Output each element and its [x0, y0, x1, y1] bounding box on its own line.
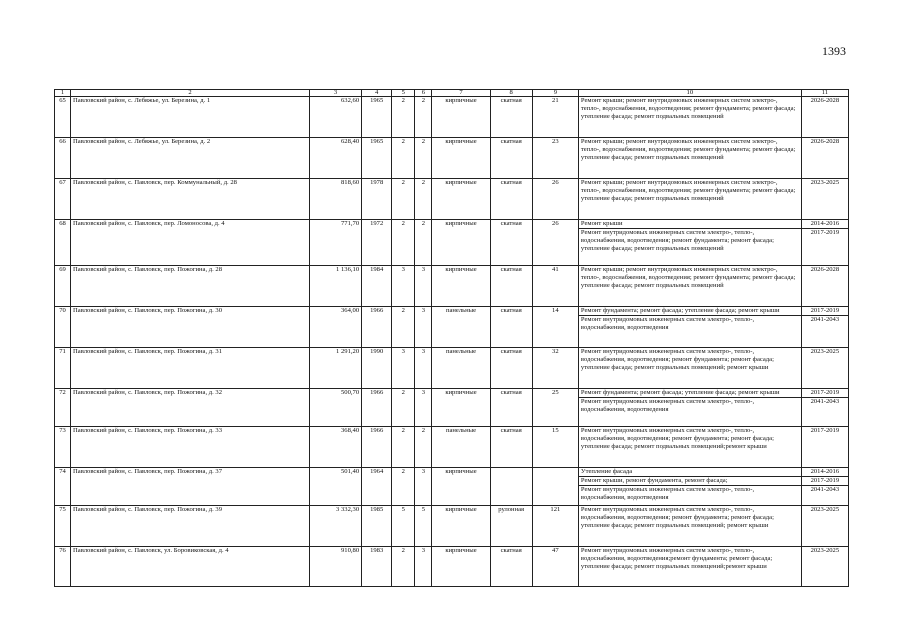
- address-cell: Павловский район, с. Павловск, пер. Пожогина, д. 39: [71, 506, 310, 547]
- year-cell: 1985: [362, 506, 392, 547]
- address-cell: Павловский район, с. Павловск, пер. Коммунальный, д. 28: [71, 179, 310, 220]
- row-number: 65: [55, 97, 71, 138]
- apartments-cell: 26: [532, 179, 578, 220]
- table-row: [55, 307, 849, 348]
- wall-material-cell: кирпичные: [432, 138, 490, 179]
- row-number: 73: [55, 427, 71, 468]
- area-cell: 910,80: [309, 547, 361, 587]
- row-number: 72: [55, 389, 71, 427]
- row-number: 76: [55, 547, 71, 587]
- work-description: Ремонт фундамента; ремонт фасада; утепление фасада; ремонт крыши: [580, 389, 780, 396]
- roof-type-cell: скатная: [490, 307, 532, 348]
- works-cell: [578, 307, 801, 348]
- column-number: 10: [578, 90, 801, 97]
- column-number: 3: [309, 90, 361, 97]
- row-number: 71: [55, 348, 71, 389]
- column-number: 1: [55, 90, 71, 97]
- area-cell: 1 291,20: [309, 348, 361, 389]
- floors-cell: 2: [392, 389, 415, 427]
- housing-repair-table: [54, 89, 849, 587]
- row-number: 75: [55, 506, 71, 547]
- year-cell: 1978: [362, 179, 392, 220]
- work-description: Ремонт внутридомовых инженерных систем электро-, тепло-, водоснабжения, водоотведения; ремонт фундамента; ремонт фасада; утепление фасада; ремонт подвальных помещений;ремонт крыши: [580, 427, 774, 450]
- period-cell: [801, 547, 848, 587]
- period-cell: [801, 307, 848, 348]
- work-description: Ремонт крыши, ремонт фундамента, ремонт фасада;: [579, 476, 801, 485]
- works-cell: [578, 220, 801, 266]
- roof-type-cell: скатная: [490, 389, 532, 427]
- period-value: 2023-2025: [810, 506, 840, 513]
- work-description: Ремонт крыши; ремонт внутридомовых инженерных систем электро-, тепло-, водоснабжения, водоотведения; ремонт фундамента; ремонт фасада; утепление фасада; ремонт подвальных помещений: [580, 179, 796, 202]
- apartments-cell: 41: [532, 266, 578, 307]
- roof-type-cell: скатная: [490, 547, 532, 587]
- period-cell: [801, 179, 848, 220]
- area-cell: 628,40: [309, 138, 361, 179]
- entrances-cell: 2: [415, 220, 432, 266]
- work-description: Ремонт крыши; ремонт внутридомовых инженерных систем электро-, тепло-, водоснабжения, водоотведения; ремонт фундамента; ремонт фасада; утепление фасада; ремонт подвальных помещений: [580, 266, 796, 289]
- wall-material-cell: кирпичные: [432, 266, 490, 307]
- work-description: Ремонт внутридомовых инженерных систем электро-, тепло-, водоснабжения, водоотведения: [579, 315, 801, 332]
- roof-type-cell: скатная: [490, 179, 532, 220]
- works-cell: [578, 547, 801, 587]
- entrances-cell: 2: [415, 427, 432, 468]
- row-number: 74: [55, 468, 71, 506]
- floors-cell: 2: [392, 468, 415, 506]
- apartments-cell: 121: [532, 506, 578, 547]
- work-description: Ремонт внутридомовых инженерных систем электро-, тепло-, водоснабжения, водоотведения; ремонт фундамента; ремонт фасада; утепление фасада; ремонт подвальных помещений; ремонт крыши: [580, 348, 774, 371]
- column-number: 11: [801, 90, 848, 97]
- apartments-cell: 32: [532, 348, 578, 389]
- year-cell: 1966: [362, 427, 392, 468]
- period-value: 2014-2016: [810, 220, 840, 227]
- year-cell: 1990: [362, 348, 392, 389]
- table-row: [55, 97, 849, 138]
- wall-material-cell: кирпичные: [432, 547, 490, 587]
- apartments-cell: [532, 468, 578, 506]
- wall-material-cell: кирпичные: [432, 97, 490, 138]
- entrances-cell: 2: [415, 97, 432, 138]
- address-cell: Павловский район, с. Лебяжье, ул. Березина, д. 1: [71, 97, 310, 138]
- period-value: 2017-2019: [810, 427, 840, 434]
- table-row: [55, 220, 849, 266]
- apartments-cell: 14: [532, 307, 578, 348]
- floors-cell: 2: [392, 220, 415, 266]
- period-value: 2041-2043: [802, 485, 848, 494]
- period-cell: [801, 506, 848, 547]
- year-cell: 1972: [362, 220, 392, 266]
- floors-cell: 2: [392, 179, 415, 220]
- work-description: Ремонт внутридомовых инженерных систем электро-, тепло-, водоснабжения, водоотведения: [579, 397, 801, 414]
- roof-type-cell: скатная: [490, 97, 532, 138]
- roof-type-cell: скатная: [490, 138, 532, 179]
- work-description: Ремонт крыши; ремонт внутридомовых инженерных систем электро-, тепло-, водоснабжения, водоотведения; ремонт фундамента; ремонт фасада; утепление фасада; ремонт подвальных помещений: [580, 138, 796, 161]
- row-number: 68: [55, 220, 71, 266]
- apartments-cell: 47: [532, 547, 578, 587]
- address-cell: Павловский район, с. Павловск, пер. Пожогина, д. 37: [71, 468, 310, 506]
- entrances-cell: 3: [415, 307, 432, 348]
- apartments-cell: 21: [532, 97, 578, 138]
- entrances-cell: 5: [415, 506, 432, 547]
- period-value: 2023-2025: [810, 348, 840, 355]
- table-row: [55, 348, 849, 389]
- works-cell: [578, 468, 801, 506]
- area-cell: 632,60: [309, 97, 361, 138]
- works-cell: [578, 427, 801, 468]
- works-cell: [578, 179, 801, 220]
- column-number: 9: [532, 90, 578, 97]
- work-description: Ремонт внутридомовых инженерных систем электро-, тепло-, водоснабжения, водоотведения: [579, 485, 801, 502]
- roof-type-cell: скатная: [490, 220, 532, 266]
- works-cell: [578, 138, 801, 179]
- wall-material-cell: панельные: [432, 427, 490, 468]
- floors-cell: 2: [392, 307, 415, 348]
- period-value: 2026-2028: [810, 266, 840, 273]
- roof-type-cell: рулонная: [490, 506, 532, 547]
- work-description: Ремонт внутридомовых инженерных систем электро-, тепло-, водоснабжения, водоотведения; ремонт фундамента; ремонт фасада; утепление фасада; ремонт подвальных помещений: [579, 228, 801, 253]
- entrances-cell: 3: [415, 468, 432, 506]
- area-cell: 364,00: [309, 307, 361, 348]
- apartments-cell: 23: [532, 138, 578, 179]
- floors-cell: 2: [392, 97, 415, 138]
- period-cell: [801, 266, 848, 307]
- row-number: 69: [55, 266, 71, 307]
- floors-cell: 2: [392, 138, 415, 179]
- entrances-cell: 2: [415, 138, 432, 179]
- floors-cell: 2: [392, 547, 415, 587]
- year-cell: 1964: [362, 468, 392, 506]
- entrances-cell: 3: [415, 348, 432, 389]
- period-cell: [801, 138, 848, 179]
- wall-material-cell: кирпичные: [432, 220, 490, 266]
- column-number: 7: [432, 90, 490, 97]
- wall-material-cell: панельные: [432, 348, 490, 389]
- row-number: 66: [55, 138, 71, 179]
- column-number: 2: [71, 90, 310, 97]
- period-value: 2023-2025: [810, 179, 840, 186]
- area-cell: 3 332,30: [309, 506, 361, 547]
- table-row: [55, 138, 849, 179]
- work-description: Ремонт крыши: [580, 220, 623, 227]
- period-value: 2017-2019: [810, 389, 840, 396]
- entrances-cell: 3: [415, 547, 432, 587]
- area-cell: 771,70: [309, 220, 361, 266]
- wall-material-cell: кирпичные: [432, 506, 490, 547]
- floors-cell: 5: [392, 506, 415, 547]
- address-cell: Павловский район, с. Павловск, пер. Пожогина, д. 31: [71, 348, 310, 389]
- year-cell: 1966: [362, 389, 392, 427]
- period-value: 2017-2019: [802, 476, 848, 485]
- wall-material-cell: кирпичные: [432, 179, 490, 220]
- entrances-cell: 3: [415, 266, 432, 307]
- period-value: 2023-2025: [810, 547, 840, 554]
- period-cell: [801, 348, 848, 389]
- roof-type-cell: скатная: [490, 427, 532, 468]
- column-number: 8: [490, 90, 532, 97]
- roof-type-cell: скатная: [490, 266, 532, 307]
- works-cell: [578, 266, 801, 307]
- wall-material-cell: кирпичные: [432, 468, 490, 506]
- area-cell: 500,70: [309, 389, 361, 427]
- period-cell: [801, 427, 848, 468]
- apartments-cell: 25: [532, 389, 578, 427]
- apartments-cell: 26: [532, 220, 578, 266]
- column-number: 4: [362, 90, 392, 97]
- floors-cell: 3: [392, 348, 415, 389]
- entrances-cell: 3: [415, 389, 432, 427]
- table-row: [55, 547, 849, 587]
- works-cell: [578, 506, 801, 547]
- wall-material-cell: панельные: [432, 307, 490, 348]
- work-description: Ремонт внутридомовых инженерных систем электро-, тепло-, водоснабжения, водоотведения; ремонт фундамента; ремонт фасада; утепление фасада; ремонт подвальных помещений; ремонт крыши: [580, 506, 774, 529]
- address-cell: Павловский район, с. Павловск, пер. Пожогина, д. 32: [71, 389, 310, 427]
- address-cell: Павловский район, с. Павловск, пер. Пожогина, д. 33: [71, 427, 310, 468]
- apartments-cell: 15: [532, 427, 578, 468]
- work-description: Ремонт фундамента; ремонт фасада; утепление фасада; ремонт крыши: [580, 307, 780, 314]
- area-cell: 1 136,10: [309, 266, 361, 307]
- year-cell: 1965: [362, 97, 392, 138]
- row-number: 67: [55, 179, 71, 220]
- works-cell: [578, 348, 801, 389]
- period-value: 2017-2019: [810, 307, 840, 314]
- year-cell: 1965: [362, 138, 392, 179]
- works-cell: [578, 97, 801, 138]
- period-cell: [801, 389, 848, 427]
- address-cell: Павловский район, с. Павловск, пер. Пожогина, д. 30: [71, 307, 310, 348]
- table-row: [55, 427, 849, 468]
- period-value: 2017-2019: [802, 228, 848, 237]
- address-cell: Павловский район, с. Павловск, пер. Ломоносова, д. 4: [71, 220, 310, 266]
- roof-type-cell: [490, 468, 532, 506]
- period-value: 2026-2028: [810, 97, 840, 104]
- column-number-row: [55, 90, 849, 97]
- table-row: [55, 389, 849, 427]
- roof-type-cell: скатная: [490, 348, 532, 389]
- table-row: [55, 266, 849, 307]
- work-description: Ремонт крыши; ремонт внутридомовых инженерных систем электро-, тепло-, водоснабжения, водоотведения; ремонт фундамента; ремонт фасада; утепление фасада; ремонт подвальных помещений: [580, 97, 796, 120]
- address-cell: Павловский район, с. Павловск, ул. Боровиковская, д. 4: [71, 547, 310, 587]
- period-value: 2041-2043: [802, 397, 848, 406]
- work-description: Утепление фасада: [580, 468, 633, 475]
- page-number: 1393: [822, 44, 846, 58]
- year-cell: 1984: [362, 266, 392, 307]
- works-cell: [578, 389, 801, 427]
- address-cell: Павловский район, с. Лебяжье, ул. Березина, д. 2: [71, 138, 310, 179]
- wall-material-cell: кирпичные: [432, 389, 490, 427]
- area-cell: 818,60: [309, 179, 361, 220]
- period-cell: [801, 220, 848, 266]
- table-row: [55, 179, 849, 220]
- floors-cell: 2: [392, 427, 415, 468]
- period-value: 2026-2028: [810, 138, 840, 145]
- table-row: [55, 468, 849, 506]
- year-cell: 1966: [362, 307, 392, 348]
- area-cell: 368,40: [309, 427, 361, 468]
- row-number: 70: [55, 307, 71, 348]
- period-cell: [801, 97, 848, 138]
- year-cell: 1983: [362, 547, 392, 587]
- table-row: [55, 506, 849, 547]
- floors-cell: 3: [392, 266, 415, 307]
- address-cell: Павловский район, с. Павловск, пер. Пожогина, д. 28: [71, 266, 310, 307]
- period-value: 2041-2043: [802, 315, 848, 324]
- work-description: Ремонт внутридомовых инженерных систем электро-, тепло-, водоснабжения, водоотведения;ремонт фундамента; ремонт фасада; утепление фасада; ремонт подвальных помещений;ремонт крыши: [580, 547, 773, 570]
- column-number: 6: [415, 90, 432, 97]
- area-cell: 501,40: [309, 468, 361, 506]
- entrances-cell: 2: [415, 179, 432, 220]
- column-number: 5: [392, 90, 415, 97]
- table-body: [55, 90, 849, 587]
- period-cell: [801, 468, 848, 506]
- period-value: 2014-2016: [810, 468, 840, 475]
